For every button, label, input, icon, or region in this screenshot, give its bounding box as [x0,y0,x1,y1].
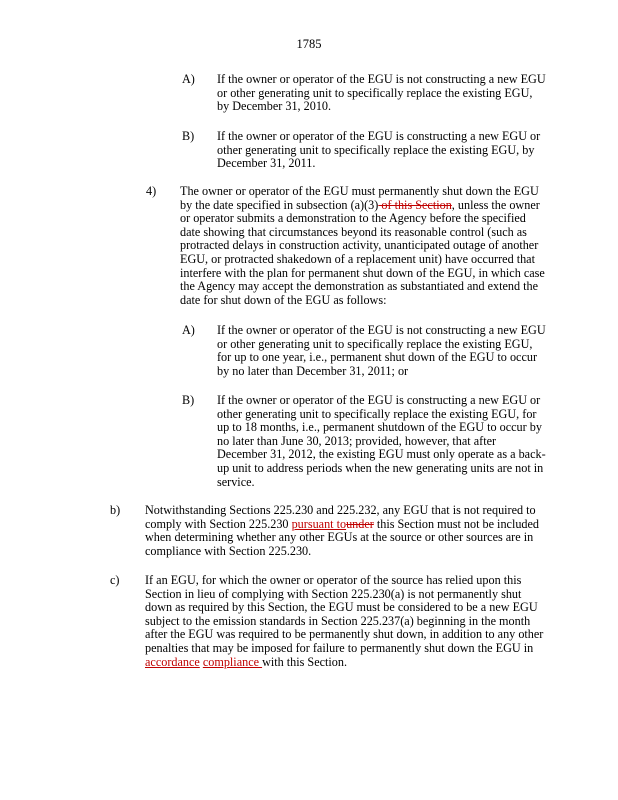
text-line: EGU, or protracted shakedown of a replacement unit) have occurred that [180,251,535,266]
item-marker: c) [110,573,120,587]
text-line: or other generating unit to specifically replace the existing EGU, [217,85,533,100]
text-span: by the date specified in subsection (a)(3) [180,197,379,212]
inserted-text: accordance [145,654,200,669]
deleted-text: of this Section [378,197,452,212]
item-marker: B) [182,129,195,143]
text-line: If the owner or operator of the EGU is constructing a new EGU or [217,393,541,407]
text-line: or operator submits a demonstration to the Agency before the specified [180,211,526,226]
text-line: by no later than December 31, 2011; or [217,363,409,378]
text-line: If the owner or operator of the EGU is not constructing a new EGU [217,323,546,337]
text-line: other generating unit to specifically replace the existing EGU, for [217,406,537,421]
text-line: when determining whether any other EGUs at the source or other sources are in [145,530,534,545]
text-line: December 31, 2011. [217,156,316,171]
text-line: Section in lieu of complying with Section 225.230(a) is not permanently shut [145,586,522,601]
item-marker: 4) [146,184,157,198]
text-line: or other generating unit to specifically replace the existing EGU, [217,336,533,351]
text-line: protracted delays in construction activity, unanticipated outage of another [180,238,539,253]
item-text [217,394,577,489]
text-line: for up to one year, i.e., permanent shut down of the EGU to occur [217,350,538,365]
item-marker: A) [182,72,195,86]
text-line: December 31, 2012, the existing EGU must only operate as a back- [217,447,546,462]
item-text [217,324,577,378]
text-line [145,518,555,532]
text-line: other generating unit to specifically replace the existing EGU, by [217,142,535,157]
item-marker: b) [110,503,121,517]
text-line: If the owner or operator of the EGU is not constructing a new EGU [217,72,546,86]
item-text [145,574,565,669]
text-line: down as required by this Section, the EGU must be considered to be a new EGU [145,600,538,615]
text-span: , unless the owner [451,197,540,212]
text-line [180,199,580,213]
text-line: date showing that circumstances beyond its reasonable control (such as [180,224,527,239]
item-text [217,73,577,114]
item-marker: A) [182,323,195,337]
inserted-text: compliance [202,654,263,669]
page-number: 1785 [296,37,322,51]
item-marker: B) [182,393,195,407]
item-text [180,185,580,307]
text-line [145,656,565,670]
text-span: comply with Section 225.230 [145,516,292,531]
text-line: If an EGU, for which the owner or operator of the source has relied upon this [145,573,522,587]
text-line: compliance with Section 225.230. [145,543,312,558]
deleted-text: under [346,516,374,531]
text-span: with this Section. [262,654,348,669]
text-line: date for shut down of the EGU as follows: [180,292,387,307]
item-text [217,130,577,171]
text-line: subject to the emission standards in Section 225.237(a) beginning in the month [145,613,531,628]
text-line: the Agency may accept the demonstration as substantiated and extend the [180,279,539,294]
text-line: Notwithstanding Sections 225.230 and 225.232, any EGU that is not required to [145,503,536,517]
text-line: penalties that may be imposed for failure to permanently shut down the EGU in [145,640,534,655]
text-line: service. [217,474,255,489]
text-line: The owner or operator of the EGU must permanently shut down the EGU [180,184,539,198]
inserted-text: pursuant to [291,516,347,531]
text-line: interfere with the plan for permanent shut down of the EGU, in which case [180,265,545,280]
text-line: up unit to address periods when the new generating units are not in [217,460,544,475]
text-line: If the owner or operator of the EGU is constructing a new EGU or [217,129,541,143]
text-span: this Section must not be included [373,516,540,531]
text-line: no later than June 30, 2013; provided, however, that after [217,433,497,448]
text-line: by December 31, 2010. [217,99,332,114]
item-text [145,504,555,558]
text-line: up to 18 months, i.e., permanent shutdown of the EGU to occur by [217,420,542,435]
text-line: after the EGU was required to be permanently shut down, in addition to any other [145,627,544,642]
